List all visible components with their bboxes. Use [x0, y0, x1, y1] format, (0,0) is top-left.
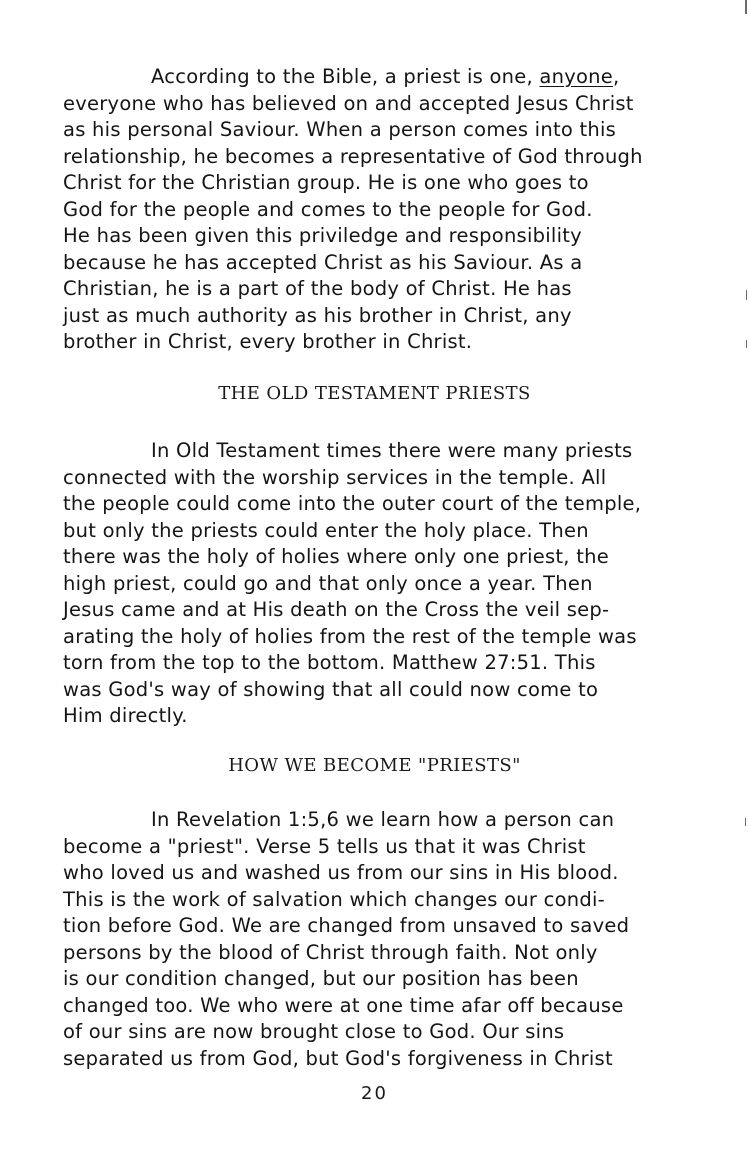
scan-edge-mark: [746, 340, 747, 348]
paragraph-line: He has been given this priviledge and responsibility: [63, 224, 582, 247]
paragraph-line: persons by the blood of Christ through faith. Not only: [63, 940, 598, 964]
paragraph-line: the people could come into the outer court of the temple,: [63, 492, 642, 515]
paragraph-line: of our sins are now brought close to God. Our sins: [63, 1020, 565, 1043]
paragraph-line: tion before God. We are changed from unsaved to saved: [63, 914, 630, 937]
paragraph-priest-definition: [63, 64, 713, 356]
paragraph-old-testament-priests: [63, 438, 713, 730]
paragraph-line: because he has accepted Christ as his Saviour. As a: [63, 250, 583, 274]
paragraph-line: relationship, he becomes a representative of God through: [63, 144, 643, 168]
section-heading-old-testament-priests: THE OLD TESTAMENT PRIESTS: [218, 383, 531, 404]
paragraph-line: separated us from God, but God's forgiveness in Christ: [63, 1046, 613, 1070]
paragraph-line: Him directly.: [63, 704, 188, 727]
paragraph-line: According to the Bible, a priest is one, anyone,: [151, 65, 620, 88]
paragraph-line: brother in Christ, every brother in Christ.: [63, 330, 473, 353]
paragraph-line: torn from the top to the bottom. Matthew 27:51. This: [63, 651, 596, 674]
paragraph-line: as his personal Saviour. When a person comes into this: [63, 118, 617, 141]
paragraph-line: This is the work of salvation which changes our condi-: [63, 887, 605, 911]
section-heading-how-we-become-priests: HOW WE BECOME "PRIESTS": [228, 755, 521, 776]
paragraph-line: Christian, he is a part of the body of Christ. He has: [63, 277, 572, 300]
paragraph-line: changed too. We who were at one time afar off because: [63, 993, 624, 1017]
paragraph-line: God for the people and comes to the people for God.: [63, 197, 593, 221]
scan-edge-mark: [745, 0, 747, 14]
underlined-word: anyone: [539, 65, 614, 88]
paragraph-line: was God's way of showing that all could now come to: [63, 677, 599, 701]
paragraph-line: who loved us and washed us from our sins in His blood.: [63, 861, 619, 884]
scan-edge-mark: [745, 818, 746, 826]
paragraph-line: In Revelation 1:5,6 we learn how a person can: [151, 808, 615, 831]
paragraph-line: connected with the worship services in the temple. All: [63, 465, 607, 489]
paragraph-line: Jesus came and at His death on the Cross the veil sep-: [63, 598, 610, 621]
paragraph-line: but only the priests could enter the holy place. Then: [63, 518, 589, 542]
paragraph-line: is our condition changed, but our position has been: [63, 967, 579, 990]
paragraph-line: become a "priest". Verse 5 tells us that it was Christ: [63, 834, 586, 858]
paragraph-line: arating the holy of holies from the rest of the temple was: [63, 624, 637, 648]
paragraph-becoming-priests: [63, 807, 713, 1072]
paragraph-line: high priest, could go and that only once a year. Then: [63, 571, 593, 595]
page-number: 20: [361, 1083, 388, 1104]
paragraph-line: In Old Testament times there were many priests: [151, 439, 633, 462]
paragraph-line: everyone who has believed on and accepted Jesus Christ: [63, 91, 634, 115]
scan-edge-mark: [746, 290, 747, 300]
paragraph-line: just as much authority as his brother in Christ, any: [63, 303, 572, 327]
paragraph-line: there was the holy of holies where only one priest, the: [63, 545, 609, 568]
paragraph-line: Christ for the Christian group. He is one who goes to: [63, 171, 589, 194]
